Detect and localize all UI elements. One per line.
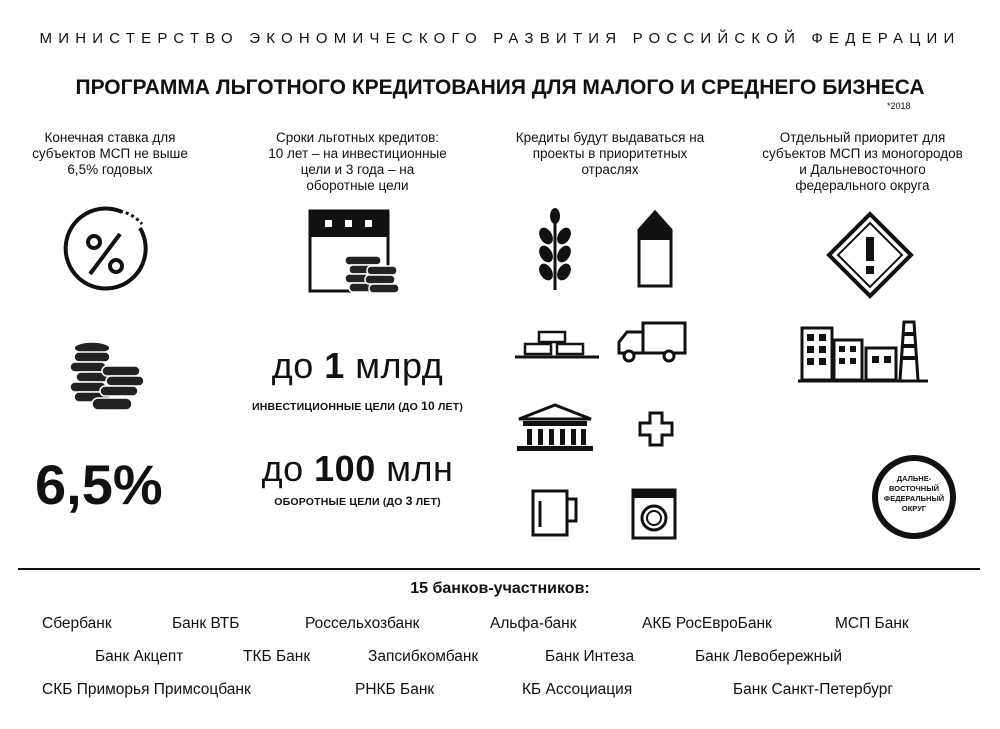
bank-item: РНКБ Банк [355, 681, 435, 698]
construction-bricks-icon [515, 328, 600, 363]
truck-icon [615, 320, 690, 365]
working-amount: до 100 млн [261, 448, 454, 489]
bank-item: Банк Санкт-Петербург [733, 681, 894, 698]
bank-item: Банк Акцепт [95, 648, 184, 665]
sectors-text: Кредиты будут выдаваться на проекты в приоритетных отраслях [515, 130, 705, 177]
bank-item: ТКБ Банк [243, 648, 311, 665]
bank-item: Банк Левобережный [695, 648, 843, 665]
divider [18, 568, 980, 570]
percent-circle-icon [60, 208, 160, 298]
priority-text: Отдельный приоритет для субъектов МСП из моногородов и Дальневосточного федерального округа [762, 130, 963, 193]
terms-text: Сроки льготных кредитов: 10 лет – на инвестиционные цели и 3 года – на оборотные цели [268, 130, 447, 193]
working-caption: ОБОРОТНЫЕ ЦЕЛИ (ДО 3 ЛЕТ) [274, 494, 441, 508]
invest-amount: до 1 млрд [271, 345, 444, 386]
bank-item: Альфа-банк [490, 615, 577, 632]
banks-title: 15 банков-участников: [410, 580, 590, 597]
rate-text: Конечная ставка для субъектов МСП не выше 6,5% годовых [32, 130, 188, 177]
milk-carton-icon [633, 208, 678, 288]
bank-item: Сбербанк [42, 615, 112, 632]
page-title: ПРОГРАММА ЛЬГОТНОГО КРЕДИТОВАНИЯ ДЛЯ МАЛОГО И СРЕДНЕГО БИЗНЕСА [75, 76, 925, 99]
bank-item: КБ Ассоциация [522, 681, 633, 698]
washing-machine-icon [630, 487, 680, 542]
bank-item: АКБ РосЕвроБанк [642, 615, 772, 632]
year-note: *2018 [887, 101, 911, 111]
public-building-icon [515, 403, 595, 453]
stamp-icon: ДАЛЬНЕ- ВОСТОЧНЫЙ ФЕДЕРАЛЬНЫЙ ОКРУГ [872, 455, 956, 539]
bank-item: Запсибкомбанк [368, 648, 479, 665]
cup-icon [528, 487, 583, 542]
ministry-header: МИНИСТЕРСТВО ЭКОНОМИЧЕСКОГО РАЗВИТИЯ РОССИЙСКОЙ ФЕДЕРАЦИИ [39, 30, 961, 47]
calendar-coins-icon [305, 208, 405, 303]
wheat-icon [530, 208, 580, 293]
bank-item: МСП Банк [835, 615, 909, 632]
factory-icon [798, 318, 928, 386]
warning-sign-icon [825, 210, 915, 300]
invest-caption: ИНВЕСТИЦИОННЫЕ ЦЕЛИ (ДО 10 ЛЕТ) [251, 399, 464, 413]
bank-item: СКБ Приморья Примсоцбанк [42, 681, 251, 698]
bank-item: Банк Интеза [545, 648, 635, 665]
rate-value: 6,5% [35, 453, 163, 516]
medical-cross-icon [637, 410, 677, 450]
coin-stacks-icon [62, 340, 152, 420]
bank-item: Банк ВТБ [172, 615, 240, 632]
bank-item: Россельхозбанк [305, 615, 420, 632]
